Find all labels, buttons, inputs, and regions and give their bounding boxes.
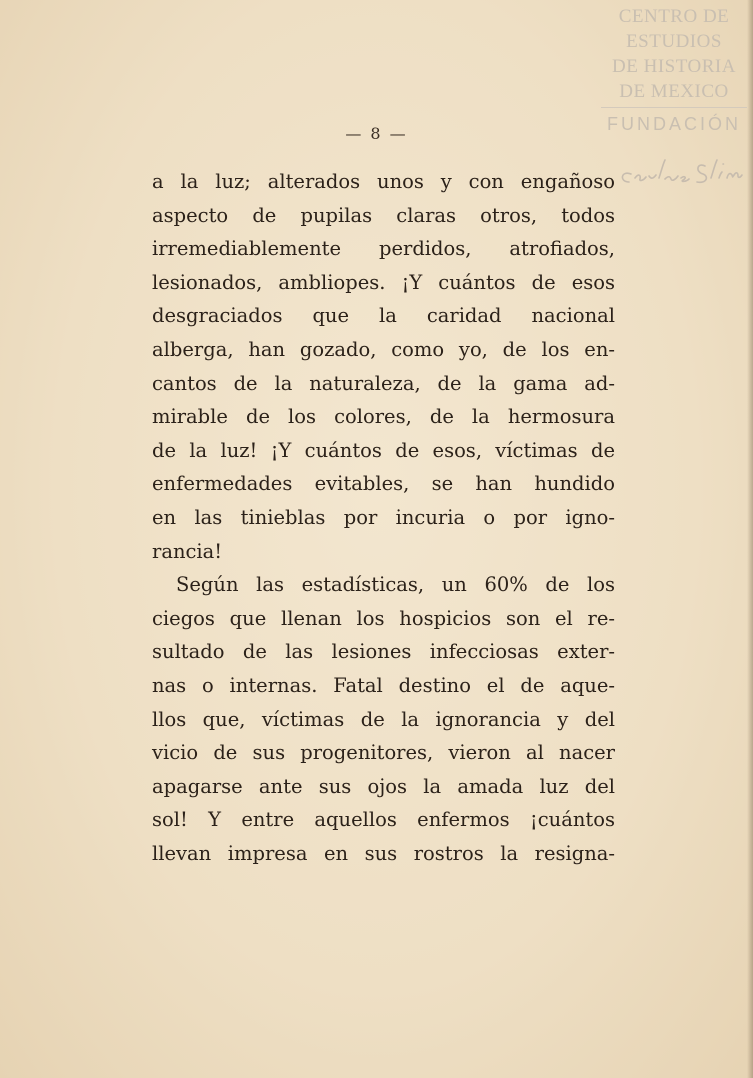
text-line: lesionados, ambliopes. ¡Y cuántos de esos <box>152 270 615 294</box>
text-line: desgraciados que la caridad nacional <box>152 304 615 328</box>
text-line: Según las estadísticas, un 60% de los <box>176 573 615 597</box>
text-line: vicio de sus progenitores, vieron al nacer <box>152 741 615 765</box>
archive-watermark <box>599 4 749 136</box>
watermark-line: ESTUDIOS <box>626 31 722 52</box>
page-number: — 8 — <box>345 124 408 143</box>
watermark-line: DE HISTORIA <box>612 56 736 77</box>
text-line: sol! Y entre aquellos enfermos ¡cuántos <box>152 808 615 832</box>
text-line: de la luz! ¡Y cuántos de esos, víctimas de <box>152 438 615 462</box>
text-line: en las tinieblas por incuria o por igno- <box>152 505 615 529</box>
watermark-line: DE MEXICO <box>619 81 729 102</box>
text-line: llevan impresa en sus rostros la resigna- <box>152 841 615 865</box>
paragraph <box>152 165 615 568</box>
watermark-foundation: FUNDACIÓN <box>607 114 741 134</box>
text-line: cantos de la naturaleza, de la gama ad- <box>152 371 615 395</box>
paragraph <box>152 568 615 870</box>
text-line: aspecto de pupilas claras otros, todos <box>152 203 615 227</box>
text-line: mirable de los colores, de la hermosura <box>152 405 615 429</box>
watermark-divider <box>601 107 747 108</box>
body-text <box>152 165 615 870</box>
watermark-line: CENTRO DE <box>618 6 730 27</box>
text-line: llos que, víctimas de la ignorancia y del <box>152 707 615 731</box>
text-line: a la luz; alterados unos y con engañoso <box>152 170 615 193</box>
text-line: ciegos que llenan los hospicios son el re- <box>152 606 615 630</box>
text-line: apagarse ante sus ojos la amada luz del <box>152 774 615 798</box>
text-line: alberga, han gozado, como yo, de los en- <box>152 337 615 361</box>
text-line: sultado de las lesiones infecciosas exter- <box>152 640 615 664</box>
signature-logo <box>613 152 753 192</box>
text-line: rancia! <box>152 539 223 563</box>
text-line: enfermedades evitables, se han hundido <box>152 472 615 496</box>
text-line: nas o internas. Fatal destino el de aque- <box>152 673 615 697</box>
text-line: irremediablemente perdidos, atrofiados, <box>152 237 615 261</box>
